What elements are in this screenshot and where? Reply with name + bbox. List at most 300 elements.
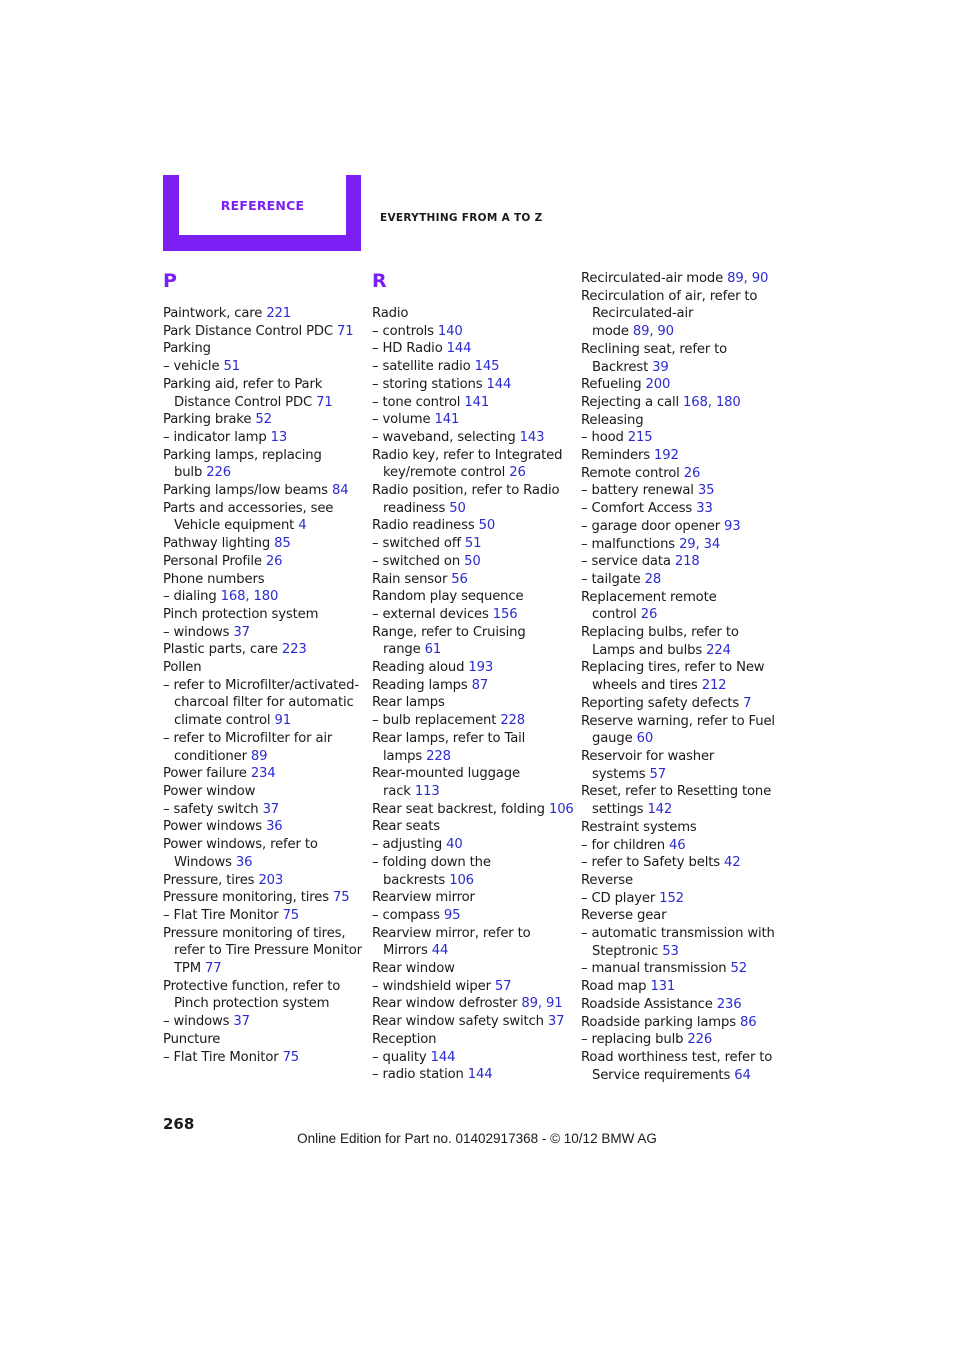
index-entry <box>581 766 781 784</box>
index-entry-text: Releasing <box>581 412 644 428</box>
index-entry-text: Reclining seat, refer to <box>581 341 728 357</box>
page-reference-link[interactable]: 89 <box>250 748 268 764</box>
index-entry-text: – refer to Safety belts <box>581 855 724 871</box>
index-entry <box>163 872 363 890</box>
section-tab <box>163 175 361 251</box>
index-entry-text: Service requirements <box>592 1067 735 1083</box>
index-entry-text: key/remote control <box>383 465 510 481</box>
index-entry-text: Pollen <box>163 660 202 676</box>
index-entry-text: climate control <box>174 713 275 729</box>
index-entry <box>581 1031 781 1049</box>
index-entry <box>163 712 363 730</box>
index-entry <box>581 270 781 288</box>
index-entry <box>581 1067 781 1085</box>
index-entry <box>163 535 363 553</box>
index-entry <box>372 376 572 394</box>
index-entry <box>372 517 572 535</box>
index-entry-text: – Flat Tire Monitor <box>163 1049 283 1065</box>
index-entry <box>372 411 572 429</box>
index-entry-text: Recirculated-air <box>592 306 694 322</box>
index-entry <box>163 854 363 872</box>
page-reference-link[interactable]: 60 <box>636 731 654 747</box>
index-entry <box>372 588 572 606</box>
index-entry-text: rack <box>383 783 415 799</box>
page-reference-link[interactable]: 87 <box>471 677 489 693</box>
index-entry <box>163 978 363 996</box>
page-reference-link[interactable]: 84 <box>331 483 349 499</box>
index-entry <box>372 783 572 801</box>
index-entry-text: lamps <box>383 748 427 764</box>
index-entry-text: Rain sensor <box>372 571 452 587</box>
index-entry-text: Parking lamps, replacing <box>163 447 322 463</box>
index-entry <box>163 836 363 854</box>
page-reference-link[interactable]: 89, 90 <box>632 324 674 340</box>
index-entry <box>581 907 781 925</box>
index-entry-text: – storing stations <box>372 376 487 392</box>
index-entry <box>581 872 781 890</box>
index-entry <box>163 995 363 1013</box>
page-reference-link[interactable]: 168, 180 <box>683 394 741 410</box>
index-entry <box>581 589 781 607</box>
page-reference-link[interactable]: 71 <box>337 323 354 339</box>
index-entry <box>163 907 363 925</box>
index-entry-text: Recirculation of air, refer to <box>581 288 758 304</box>
index-entry <box>581 553 781 571</box>
index-entry <box>372 641 572 659</box>
index-entry-text: – folding down the <box>372 854 491 870</box>
index-entry-text: – bulb replacement <box>372 713 501 729</box>
index-entry-text: range <box>383 642 425 658</box>
page-reference-link[interactable]: 221 <box>266 306 292 321</box>
index-entry-text: – HD Radio <box>372 341 447 357</box>
page-reference-link[interactable]: 93 <box>724 518 741 534</box>
page-reference-link[interactable]: 86 <box>739 1014 757 1030</box>
index-entry-text: Radio <box>372 306 409 321</box>
page-reference-link[interactable]: 37 <box>547 1014 565 1030</box>
index-entry-text: systems <box>592 766 650 782</box>
page-reference-link[interactable]: 228 <box>426 748 451 764</box>
page-reference-link[interactable]: 203 <box>258 872 284 888</box>
page-header-title: EVERYTHING FROM A TO Z <box>380 212 543 224</box>
index-entry <box>163 323 363 341</box>
index-entry <box>163 305 363 323</box>
index-entry <box>163 659 363 677</box>
page-reference-link[interactable]: 75 <box>282 907 300 923</box>
page-reference-link[interactable]: 77 <box>204 961 222 977</box>
index-entry-text: Puncture <box>163 1031 221 1047</box>
index-entry <box>372 748 572 766</box>
index-entry-text: Distance Control PDC <box>174 394 317 410</box>
page-reference-link[interactable]: 145 <box>474 359 500 375</box>
page-reference-link[interactable]: 215 <box>627 430 653 446</box>
index-entry-text: charcoal filter for automatic <box>174 695 354 711</box>
index-entry <box>581 943 781 961</box>
index-entry-text: Reading lamps <box>372 677 472 693</box>
index-entry-text: Rearview mirror, refer to <box>372 925 531 941</box>
index-entry <box>372 553 572 571</box>
page-reference-link[interactable]: 236 <box>716 996 742 1012</box>
index-entry-text: Replacement remote <box>581 589 717 605</box>
index-entry <box>163 340 363 358</box>
page-reference-link[interactable]: 75 <box>332 890 350 906</box>
index-entry <box>372 500 572 518</box>
index-entry <box>581 978 781 996</box>
index-entry <box>372 677 572 695</box>
page-reference-link[interactable]: 131 <box>650 979 676 995</box>
index-entry <box>163 730 363 748</box>
page-reference-link[interactable]: 168, 180 <box>220 589 279 605</box>
index-entry-text: Remote control <box>581 465 684 481</box>
page-reference-link[interactable]: 218 <box>674 554 700 570</box>
index-entry-text: – switched off <box>372 536 465 552</box>
page-reference-link[interactable]: 56 <box>451 571 468 587</box>
index-entry-text: Refueling <box>581 377 646 393</box>
page-reference-link[interactable]: 223 <box>281 642 307 658</box>
page-reference-link[interactable]: 106 <box>548 801 574 817</box>
index-entry <box>163 889 363 907</box>
index-entry-text: – refer to Microfilter for air <box>163 730 333 746</box>
index-entry <box>372 340 572 358</box>
index-entry <box>372 429 572 447</box>
page-reference-link[interactable]: 61 <box>424 642 442 658</box>
index-entry <box>163 482 363 500</box>
index-entry <box>581 925 781 943</box>
index-entry <box>372 907 572 925</box>
index-entry-text: – CD player <box>581 890 660 906</box>
index-entry-text: – Flat Tire Monitor <box>163 907 283 923</box>
page-reference-link[interactable]: 142 <box>647 802 673 818</box>
index-entry <box>581 783 781 801</box>
index-entry <box>581 642 781 660</box>
page-reference-link[interactable]: 28 <box>644 571 662 587</box>
index-entry <box>163 500 363 518</box>
index-entry <box>163 942 363 960</box>
page-reference-link[interactable]: 57 <box>649 766 667 782</box>
index-entry-text: – malfunctions <box>581 536 680 552</box>
index-entry-text: – battery renewal <box>581 483 698 499</box>
index-entry-text: Power windows, refer to <box>163 837 318 853</box>
index-entry <box>581 801 781 819</box>
index-entry <box>581 695 781 713</box>
index-entry <box>163 429 363 447</box>
page-reference-link[interactable]: 89, 90 <box>727 271 769 286</box>
index-entry-text: readiness <box>383 500 450 516</box>
index-entry-text: – for children <box>581 837 669 853</box>
index-entry <box>581 447 781 465</box>
index-entry-text: control <box>592 607 641 623</box>
index-entry-text: Power failure <box>163 766 251 782</box>
index-entry <box>163 376 363 394</box>
page-reference-link[interactable]: 37 <box>233 624 250 640</box>
page-reference-link[interactable]: 144 <box>486 376 512 392</box>
index-entry <box>372 394 572 412</box>
index-entry <box>163 641 363 659</box>
page-reference-link[interactable]: 226 <box>206 465 231 481</box>
index-entry <box>163 571 363 589</box>
index-entry-text: – Comfort Access <box>581 501 697 517</box>
index-entry-text: Rejecting a call <box>581 394 684 410</box>
index-entry <box>372 854 572 872</box>
index-entry-text: – controls <box>372 323 438 339</box>
index-entry <box>372 889 572 907</box>
page-reference-link[interactable]: 53 <box>662 943 679 959</box>
index-entry-text: Recirculated-air mode <box>581 271 728 286</box>
page-reference-link[interactable]: 143 <box>519 429 545 445</box>
index-entry-text: – switched on <box>372 553 465 569</box>
page-reference-link[interactable]: 144 <box>446 341 472 357</box>
page-reference-link[interactable]: 71 <box>316 394 333 410</box>
index-entry-text: Pressure monitoring, tires <box>163 890 333 906</box>
page-reference-link[interactable]: 29, 34 <box>679 536 721 552</box>
page-reference-link[interactable]: 52 <box>255 412 272 428</box>
index-entry <box>163 464 363 482</box>
page-reference-link[interactable]: 113 <box>414 783 440 799</box>
index-entry-text: Replacing tires, refer to New <box>581 660 765 676</box>
index-entry-text: Protective function, refer to <box>163 978 341 994</box>
index-entry-text: Reverse gear <box>581 908 667 924</box>
index-entry-text: Paintwork, care <box>163 306 267 321</box>
index-column-r-continued <box>581 270 781 1084</box>
index-entry <box>372 659 572 677</box>
index-entry-text: – satellite radio <box>372 359 475 375</box>
page-reference-link[interactable]: 37 <box>262 801 280 817</box>
page-reference-link[interactable]: 212 <box>701 678 727 694</box>
index-column-r <box>372 270 572 1084</box>
index-entry-text: TPM <box>174 961 205 977</box>
page-reference-link[interactable]: 13 <box>270 429 288 445</box>
index-entry <box>372 995 572 1013</box>
index-entry <box>372 358 572 376</box>
section-tab-inner <box>179 175 346 235</box>
page-reference-link[interactable]: 51 <box>464 536 482 552</box>
index-entry <box>372 801 572 819</box>
page-reference-link[interactable]: 36 <box>266 819 283 835</box>
index-entry-text: – compass <box>372 907 444 923</box>
index-entry-text: Pinch protection system <box>163 606 319 622</box>
index-entry <box>372 1013 572 1031</box>
index-entry-text: Power windows <box>163 819 267 835</box>
index-entry-text: Rear window <box>372 961 455 977</box>
index-entry-text: refer to Tire Pressure Monitor <box>174 943 362 959</box>
index-entry-text: – waveband, selecting <box>372 429 520 445</box>
index-entry-text: – windows <box>163 624 234 640</box>
index-entry <box>372 765 572 783</box>
page-reference-link[interactable]: 234 <box>250 766 276 782</box>
index-entry <box>163 694 363 712</box>
page-reference-link[interactable]: 51 <box>223 359 240 375</box>
page-reference-link[interactable]: 144 <box>430 1049 456 1065</box>
page-reference-link[interactable]: 141 <box>434 412 460 428</box>
index-entry-text: Parking aid, refer to Park <box>163 376 323 392</box>
page-reference-link[interactable]: 64 <box>734 1067 751 1083</box>
index-entry-text: Windows <box>174 854 236 870</box>
index-column-p <box>163 270 363 1066</box>
index-entry-text: bulb <box>174 465 207 481</box>
page-reference-link[interactable]: 226 <box>687 1032 713 1048</box>
index-entry <box>372 925 572 943</box>
index-entry <box>372 1049 572 1067</box>
index-entry-text: Pathway lighting <box>163 536 275 552</box>
index-entry-text: Rear seats <box>372 819 440 835</box>
index-letter-heading: P <box>163 270 177 292</box>
index-entry <box>163 801 363 819</box>
index-entry-text: Radio readiness <box>372 518 479 534</box>
index-entry-list <box>581 270 781 1084</box>
index-entry-text: Parking brake <box>163 412 256 428</box>
index-entry <box>581 323 781 341</box>
page-reference-link[interactable]: 140 <box>437 323 463 339</box>
index-entry-text: gauge <box>592 731 637 747</box>
page-reference-link[interactable]: 37 <box>233 1014 250 1030</box>
index-entry-text: Replacing bulbs, refer to <box>581 625 739 641</box>
page-reference-link[interactable]: 44 <box>431 943 449 959</box>
index-entry <box>581 730 781 748</box>
index-entry-text: Personal Profile <box>163 553 266 569</box>
index-entry-text: conditioner <box>174 748 251 764</box>
index-entry <box>581 890 781 908</box>
index-entry <box>581 996 781 1014</box>
page-reference-link[interactable]: 42 <box>724 855 741 871</box>
page-reference-link[interactable]: 50 <box>449 500 466 516</box>
index-entry-text: – indicator lamp <box>163 429 271 445</box>
page-reference-link[interactable]: 50 <box>478 518 496 534</box>
index-entry <box>372 730 572 748</box>
index-entry <box>581 429 781 447</box>
page-reference-link[interactable]: 192 <box>654 448 679 464</box>
index-entry-text: Reminders <box>581 448 655 464</box>
index-entry <box>581 960 781 978</box>
page-reference-link[interactable]: 26 <box>640 607 658 623</box>
index-entry-text: mode <box>592 324 633 340</box>
index-entry <box>163 677 363 695</box>
index-entry-text: – windows <box>163 1014 234 1030</box>
index-entry <box>372 447 572 465</box>
page-reference-link[interactable]: 57 <box>494 978 512 994</box>
page-number: 268 <box>163 1115 195 1133</box>
index-entry <box>372 818 572 836</box>
index-entry-text: Mirrors <box>383 943 432 959</box>
page-reference-link[interactable]: 106 <box>449 872 474 888</box>
index-entry-text: – dialing <box>163 589 221 605</box>
index-entry <box>581 536 781 554</box>
index-entry-text: Pinch protection system <box>174 996 330 1012</box>
index-entry-text: – automatic transmission with <box>581 926 775 942</box>
index-entry-text: Rearview mirror <box>372 890 475 906</box>
index-entry-list <box>372 305 572 1084</box>
page-reference-link[interactable]: 36 <box>235 854 253 870</box>
page-reference-link[interactable]: 26 <box>265 553 283 569</box>
index-entry <box>581 837 781 855</box>
page-reference-link[interactable]: 156 <box>492 606 518 622</box>
index-entry-text: Rear window defroster <box>372 996 522 1012</box>
index-entry-text: Rear seat backrest, folding <box>372 801 549 817</box>
index-entry <box>163 588 363 606</box>
index-entry-text: – windshield wiper <box>372 978 495 994</box>
index-entry <box>581 1014 781 1032</box>
index-entry <box>372 712 572 730</box>
index-entry-text: settings <box>592 802 648 818</box>
index-entry <box>581 482 781 500</box>
page-reference-link[interactable]: 89, 91 <box>521 996 563 1012</box>
index-entry <box>163 447 363 465</box>
index-entry <box>581 819 781 837</box>
index-entry-text: – tone control <box>372 394 465 410</box>
index-entry <box>372 1031 572 1049</box>
index-entry-text: Parts and accessories, see <box>163 500 334 516</box>
index-entry <box>163 1049 363 1067</box>
index-entry-text: Rear-mounted luggage <box>372 766 520 782</box>
index-entry <box>372 606 572 624</box>
index-entry <box>372 960 572 978</box>
page-reference-link[interactable]: 33 <box>696 501 713 517</box>
index-entry <box>372 464 572 482</box>
index-entry <box>581 748 781 766</box>
index-entry <box>163 765 363 783</box>
index-entry <box>581 677 781 695</box>
index-entry-text: Range, refer to Cruising <box>372 624 526 640</box>
page-reference-link[interactable]: 91 <box>274 713 291 729</box>
index-entry <box>581 465 781 483</box>
index-entry-text: Reset, refer to Resetting tone <box>581 784 772 800</box>
page-reference-link[interactable]: 26 <box>509 465 526 481</box>
page-reference-link[interactable]: 52 <box>730 961 747 977</box>
index-entry-text: Reservoir for washer <box>581 748 715 764</box>
index-entry <box>163 1031 363 1049</box>
index-entry-text: – manual transmission <box>581 961 731 977</box>
page-reference-link[interactable]: 7 <box>743 695 752 711</box>
index-entry-text: Parking <box>163 341 211 357</box>
page-reference-link[interactable]: 75 <box>282 1049 300 1065</box>
page-reference-link[interactable]: 228 <box>500 713 526 729</box>
index-entry <box>163 925 363 943</box>
index-entry <box>581 394 781 412</box>
index-entry <box>163 624 363 642</box>
index-entry-text: Road worthiness test, refer to <box>581 1049 773 1065</box>
page-reference-link[interactable]: 39 <box>652 359 669 375</box>
index-entry <box>581 518 781 536</box>
page-reference-link[interactable]: 193 <box>468 660 494 676</box>
index-entry <box>163 818 363 836</box>
index-entry <box>372 305 572 323</box>
index-entry <box>581 376 781 394</box>
page-reference-link[interactable]: 152 <box>659 890 684 906</box>
index-entry-text: Roadside parking lamps <box>581 1014 740 1030</box>
index-entry <box>163 411 363 429</box>
index-entry-text: Random play sequence <box>372 589 524 605</box>
index-entry <box>372 836 572 854</box>
page-reference-link[interactable]: 26 <box>683 465 701 481</box>
page-reference-link[interactable]: 144 <box>467 1067 493 1083</box>
index-entry-text: – adjusting <box>372 837 447 853</box>
page-reference-link[interactable]: 200 <box>645 377 671 393</box>
page-reference-link[interactable]: 46 <box>668 837 686 853</box>
index-entry <box>163 606 363 624</box>
page-reference-link[interactable]: 141 <box>464 394 490 410</box>
index-entry <box>372 694 572 712</box>
page-reference-link[interactable]: 35 <box>697 483 715 499</box>
page-reference-link[interactable]: 40 <box>446 837 463 853</box>
page-reference-link[interactable]: 95 <box>443 907 461 923</box>
index-entry-text: Rear lamps, refer to Tail <box>372 730 526 746</box>
index-entry-text: – safety switch <box>163 801 263 817</box>
page-reference-link[interactable]: 4 <box>298 518 307 534</box>
page-reference-link[interactable]: 50 <box>464 553 481 569</box>
page-reference-link[interactable]: 224 <box>706 642 731 658</box>
index-entry-text: Roadside Assistance <box>581 996 717 1012</box>
index-entry-text: Reception <box>372 1031 437 1047</box>
page-reference-link[interactable]: 85 <box>274 536 291 552</box>
index-entry <box>372 571 572 589</box>
